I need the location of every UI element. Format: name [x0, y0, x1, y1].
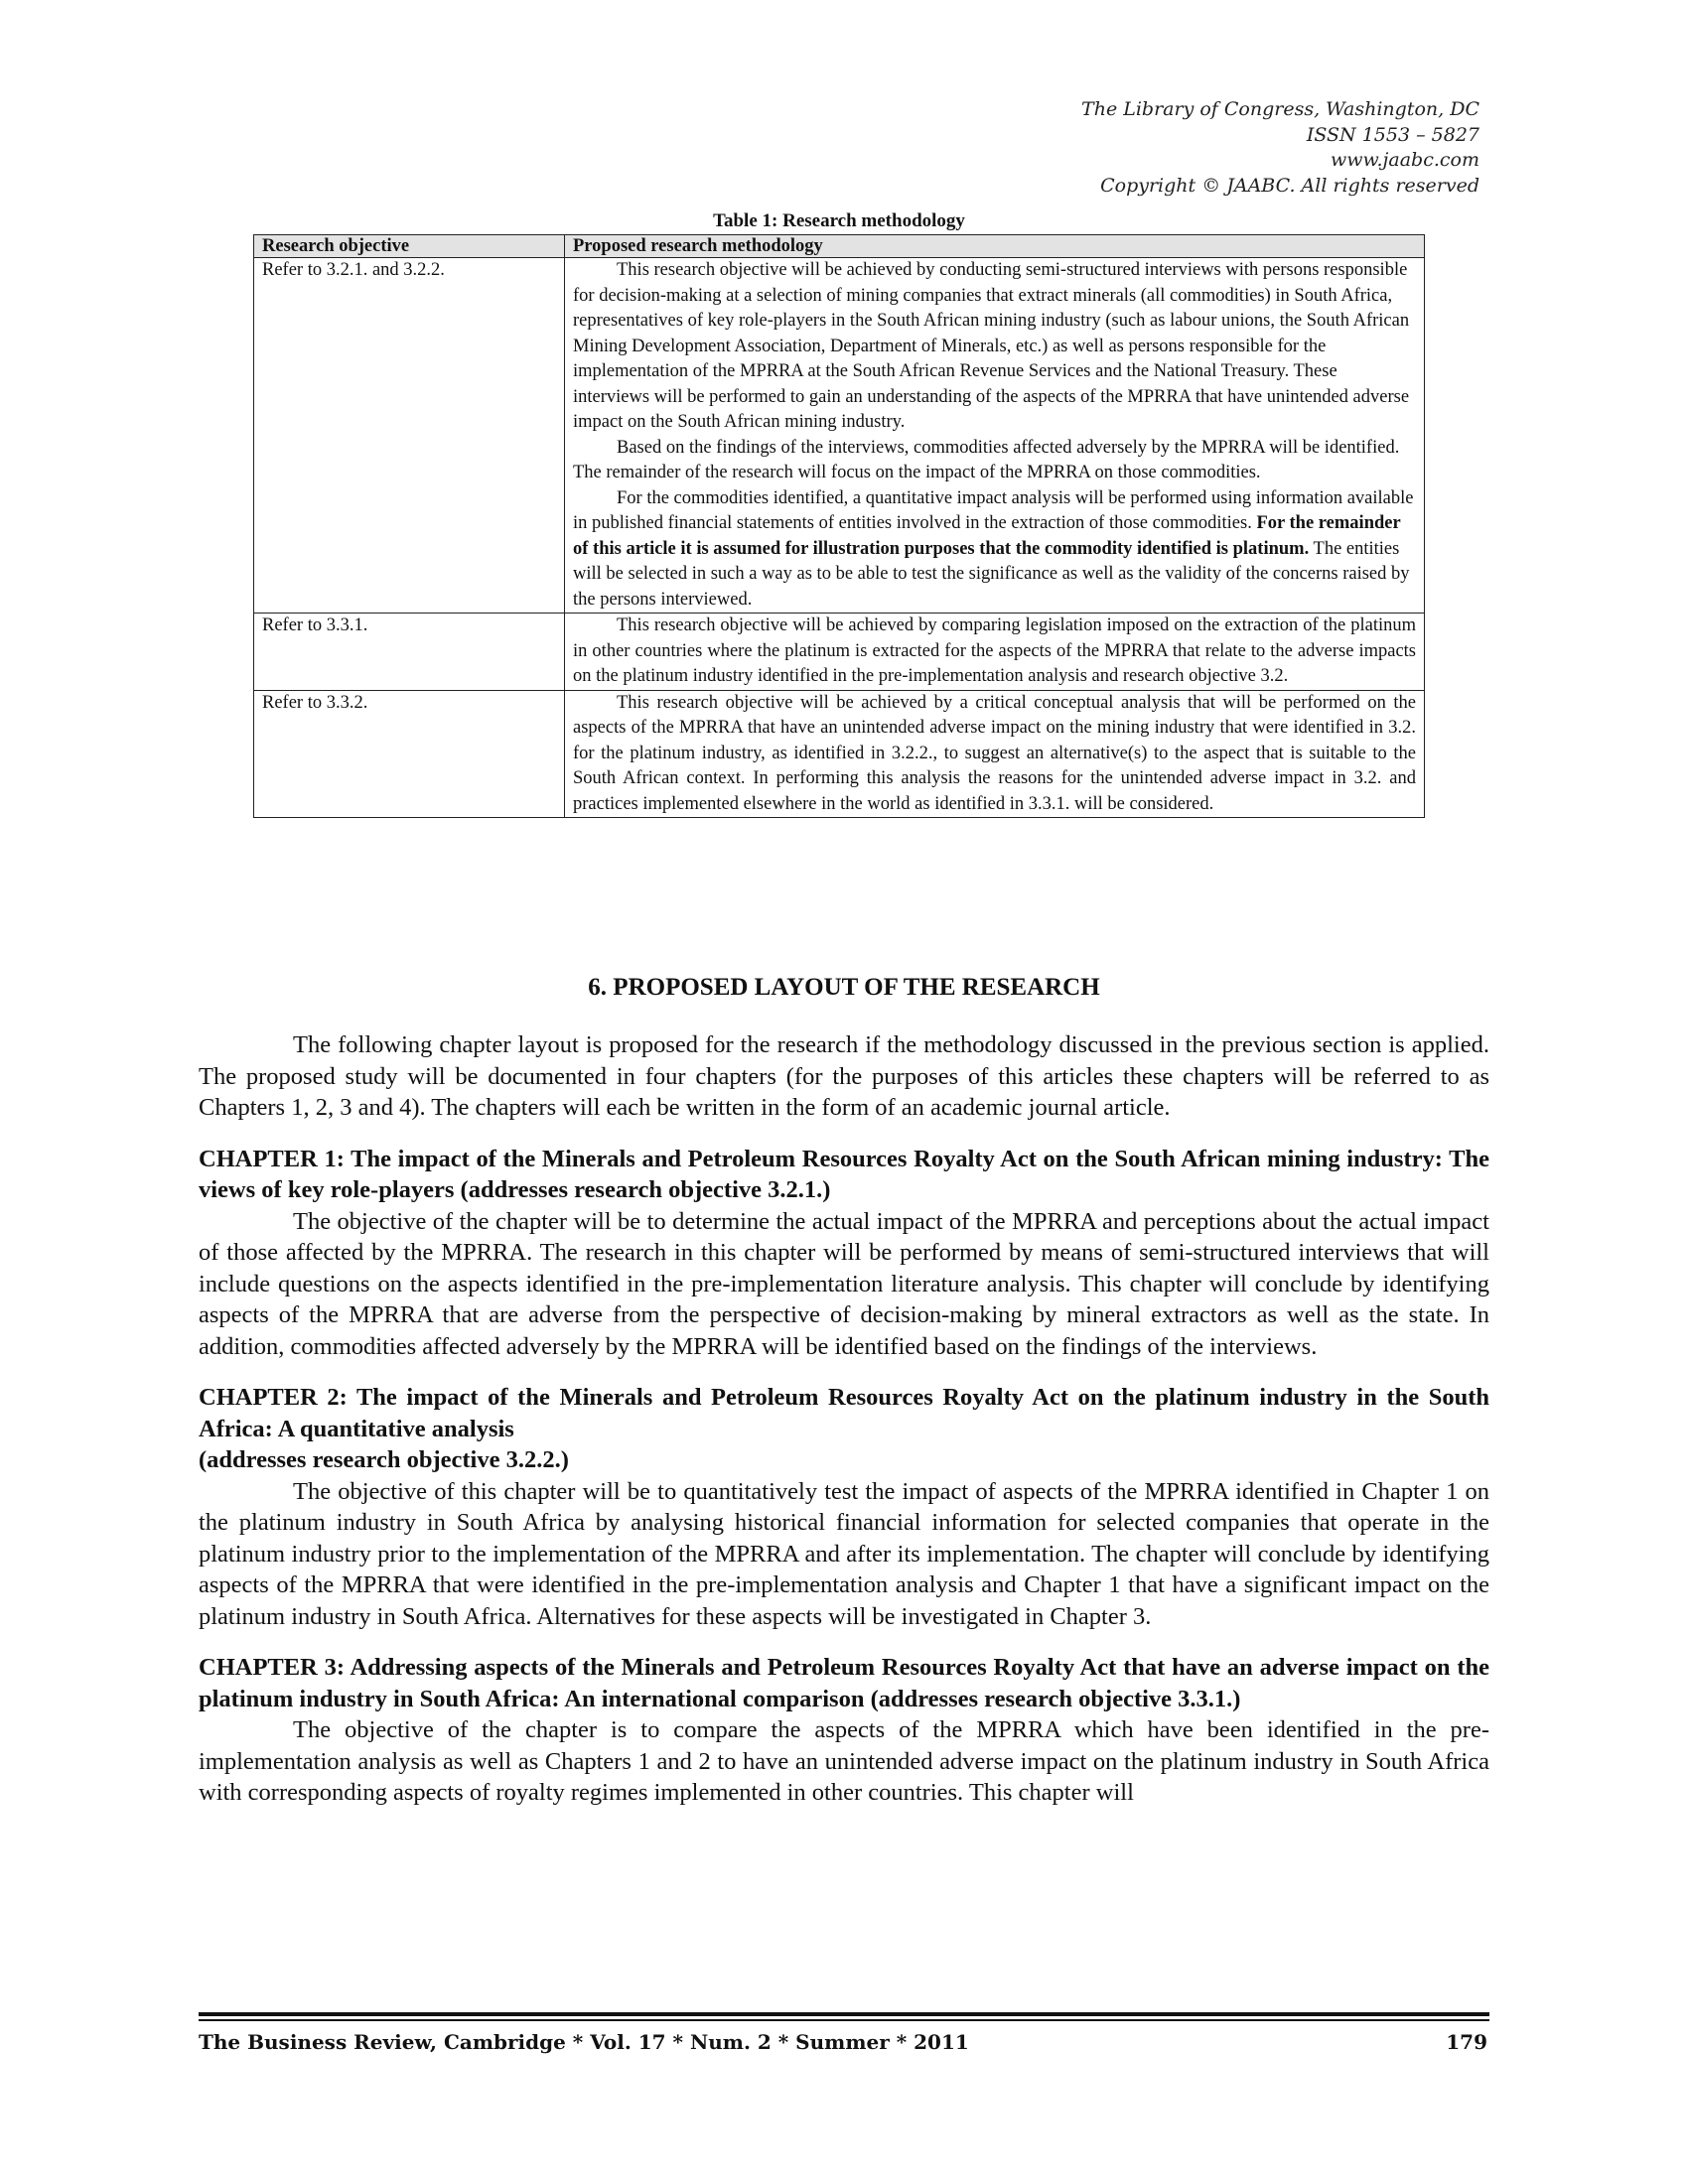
methodology-paragraph: This research objective will be achieved by conducting semi-structured interviews with persons responsible for decision-making at a selection of mining companies that extract minerals (all commodities) in South Africa, representatives of key role-players in the South African mining industry (such as labour unions, the South African Mining Development Association, Department of Minerals, etc.) as well as persons responsible for the implementation of the MPRRA at the South African Revenue Services and the National Treasury. These interviews will be performed to gain an understanding of the aspects of the MPRRA that have unintended adverse impact on the South African mining industry.: [573, 260, 1410, 432]
objective-cell: Refer to 3.3.1.: [254, 614, 565, 691]
table-title: Table 1: Research methodology: [713, 210, 965, 231]
section-heading: 6. PROPOSED LAYOUT OF THE RESEARCH: [588, 974, 1100, 1001]
header-line-issn: ISSN 1553 – 5827: [1306, 123, 1479, 146]
header-line-website: www.jaabc.com: [1330, 149, 1479, 171]
objective-cell: Refer to 3.3.2.: [254, 690, 565, 818]
footer-journal-info: The Business Review, Cambridge * Vol. 17 * Num. 2 * Summer * 2011: [199, 2030, 969, 2054]
chapter-3-paragraph: The objective of the chapter is to compare the aspects of the MPRRA which have been identified in the pre-implementation analysis as well as Chapters 1 and 2 to have an unintended adverse impact on the platinum industry in South Africa with corresponding aspects of royalty regimes implemented in other countries. This chapter will: [199, 1716, 1489, 1806]
methodology-paragraph: [573, 486, 1416, 614]
page-number: 179: [1446, 2030, 1487, 2054]
body-text: [199, 1029, 1489, 1809]
objective-cell: Refer to 3.2.1. and 3.2.2.: [254, 258, 565, 614]
column-header-objective: Research objective: [254, 235, 565, 258]
table-row: [254, 614, 1425, 691]
methodology-text: The entities will be selected in such a way as to be able to test the significance as well as the validity of the concerns raised by the persons interviewed.: [573, 538, 1410, 610]
table-row: [254, 690, 1425, 818]
chapter-3-heading: CHAPTER 3: Addressing aspects of the Minerals and Petroleum Resources Royalty Act that have an adverse impact on the platinum industry in South Africa: An international comparison (addresses research objective 3.3.1.): [199, 1654, 1489, 1712]
methodology-paragraph: This research objective will be achieved by a critical conceptual analysis that will be performed on the aspects of the MPRRA that have an unintended adverse impact on the mining industry that were identified in 3.2. for the platinum industry, as identified in 3.2.2., to suggest an alternative(s) to the aspect that is suitable to the South African context. In performing this analysis the reasons for the unintended adverse impact in 3.2. and practices implemented elsewhere in the world as identified in 3.3.1. will be considered.: [573, 692, 1416, 814]
footer-rule: [199, 2019, 1489, 2021]
chapter-2-subheading: (addresses research objective 3.2.2.): [199, 1446, 569, 1473]
methodology-paragraph: This research objective will be achieved by comparing legislation imposed on the extraction of the platinum in other countries where the platinum is extracted for the aspects of the MPRRA that relate to the adverse impacts on the platinum industry identified in the pre-implementation analysis and research objective 3.2.: [573, 615, 1416, 686]
methodology-text: For the commodities identified, a quantitative impact analysis will be performed using information available in published financial statements of entities involved in the extraction of those commodities.: [573, 487, 1414, 533]
methodology-cell: [565, 690, 1425, 818]
footer-rule: [199, 2012, 1489, 2016]
methodology-paragraph: Based on the findings of the interviews, commodities affected adversely by the MPRRA will be identified. The remainder of the research will focus on the impact of the MPRRA on those commodities.: [573, 437, 1400, 482]
chapter-2-paragraph: The objective of this chapter will be to quantitatively test the impact of aspects of the MPRRA identified in Chapter 1 on the platinum industry in South Africa by analysing historical financial information for selected companies that operate in the platinum industry prior to the implementation of the MPRRA and after its implementation. The chapter will conclude by identifying aspects of the MPRRA that were identified in the pre-implementation analysis and Chapter 1 that have a significant impact on the platinum industry in South Africa. Alternatives for these aspects will be investigated in Chapter 3.: [199, 1477, 1489, 1630]
table-row: [254, 258, 1425, 614]
research-methodology-table: [253, 234, 1425, 818]
chapter-1-paragraph: The objective of the chapter will be to determine the actual impact of the MPRRA and perceptions about the actual impact of those affected by the MPRRA. The research in this chapter will be performed by means of semi-structured interviews that will include questions on the aspects identified in the pre-implementation literature analysis. This chapter will conclude by identifying aspects of the MPRRA that are adverse from the perspective of decision-making by mineral extractors as well as the state. In addition, commodities affected adversely by the MPRRA will be identified based on the findings of the interviews.: [199, 1207, 1489, 1360]
journal-header: [1081, 97, 1479, 199]
header-line-copyright: Copyright © JAABC. All rights reserved: [1100, 174, 1479, 197]
chapter-1-heading: CHAPTER 1: The impact of the Minerals and Petroleum Resources Royalty Act on the South African mining industry: The views of key role-players (addresses research objective 3.2.1.): [199, 1145, 1489, 1203]
methodology-cell: [565, 614, 1425, 691]
intro-paragraph: The following chapter layout is proposed for the research if the methodology discussed in the previous section is applied. The proposed study will be documented in four chapters (for the purposes of this articles these chapters will be referred to as Chapters 1, 2, 3 and 4). The chapters will each be written in the form of an academic journal article.: [199, 1031, 1489, 1121]
table-header-row: [254, 235, 1425, 258]
chapter-2-heading: CHAPTER 2: The impact of the Minerals and Petroleum Resources Royalty Act on the platinum industry in the South Africa: A quantitative analysis: [199, 1384, 1489, 1442]
column-header-methodology: Proposed research methodology: [565, 235, 1425, 258]
methodology-bold-text: For the remainder of this article it is assumed for illustration purposes that the commodity identified is platinum.: [573, 513, 1401, 559]
methodology-cell: [565, 258, 1425, 614]
header-line-library: The Library of Congress, Washington, DC: [1081, 98, 1479, 120]
